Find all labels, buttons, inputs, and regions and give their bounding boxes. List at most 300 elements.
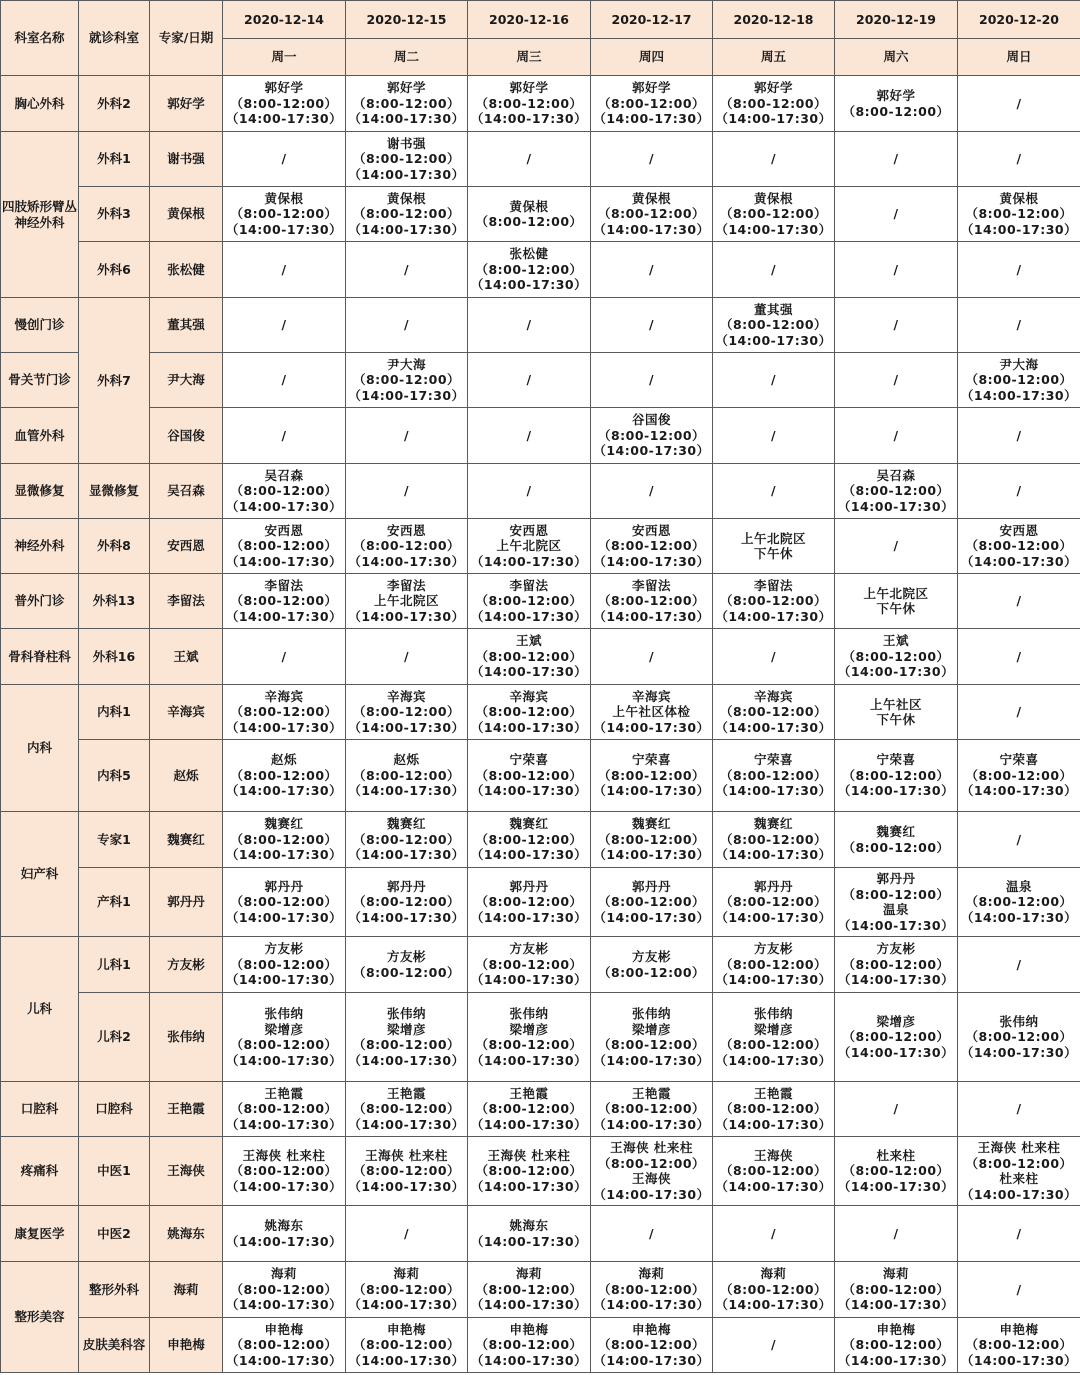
schedule-line: 海莉 — [393, 1266, 420, 1282]
table-row — [1, 187, 1080, 242]
schedule-line: （14:00-17:30） — [593, 608, 710, 624]
header-weekday: 周四 — [591, 39, 713, 76]
schedule-line: 上午北院区 — [863, 585, 929, 601]
schedule-cell — [346, 298, 468, 353]
schedule-cell — [591, 464, 713, 519]
expert-cell: 谷国俊 — [150, 408, 223, 464]
clinic-cell: 外科3 — [79, 187, 150, 242]
schedule-cell — [468, 519, 591, 574]
schedule-cell — [346, 868, 468, 937]
schedule-line: 申艳梅 — [386, 1321, 426, 1337]
schedule-cell — [591, 1262, 713, 1318]
schedule-cell — [713, 1137, 835, 1206]
schedule-line: （8:00-12:00） — [597, 1037, 706, 1052]
schedule-cell — [835, 1206, 958, 1262]
schedule-line: （14:00-17:30） — [715, 847, 832, 863]
schedule-cell — [468, 812, 591, 868]
schedule-line: 郭好学 — [753, 80, 793, 96]
schedule-line: / — [770, 427, 777, 443]
schedule-cell — [591, 629, 713, 685]
schedule-line: （8:00-12:00） — [597, 538, 706, 554]
schedule-line: （8:00-12:00） — [597, 1155, 706, 1171]
schedule-cell — [346, 1318, 468, 1373]
schedule-line: （14:00-17:30） — [593, 553, 710, 569]
schedule-line: 谷国俊 — [631, 412, 671, 428]
schedule-cell — [346, 132, 468, 187]
schedule-line: 王海侠 杜来柱 — [365, 1147, 448, 1163]
schedule-cell — [223, 1137, 346, 1206]
schedule-cell — [346, 740, 468, 812]
schedule-line: 王艳霞 — [264, 1085, 304, 1101]
schedule-cell — [591, 993, 713, 1082]
schedule-line: （8:00-12:00） — [352, 1163, 461, 1179]
schedule-cell — [468, 629, 591, 685]
schedule-cell — [958, 408, 1080, 464]
schedule-cell — [835, 519, 958, 574]
dept-name-cell: 康复医学 — [1, 1206, 79, 1262]
schedule-line: 安西恩 — [264, 522, 304, 538]
schedule-line: （14:00-17:30） — [593, 783, 710, 799]
schedule-line: （14:00-17:30） — [715, 719, 832, 735]
schedule-line: / — [893, 317, 899, 333]
schedule-line: 杜来柱 — [876, 1147, 916, 1163]
clinic-cell: 专家1 — [79, 812, 150, 868]
schedule-line: （14:00-17:30） — [225, 847, 343, 863]
schedule-cell — [591, 298, 713, 353]
schedule-cell — [713, 132, 835, 187]
schedule-line: （14:00-17:30） — [225, 1352, 343, 1368]
schedule-cell — [591, 519, 713, 574]
schedule-line: 方友彬 — [631, 949, 671, 964]
schedule-line: （14:00-17:30） — [348, 553, 465, 569]
schedule-line: （8:00-12:00） — [230, 1101, 338, 1117]
schedule-line: （14:00-17:30） — [593, 443, 710, 459]
schedule-cell — [958, 574, 1080, 629]
schedule-line: （14:00-17:30） — [593, 111, 710, 127]
schedule-cell — [713, 187, 835, 242]
schedule-line: 方友彬 — [264, 941, 304, 957]
schedule-line: （8:00-12:00） — [352, 767, 461, 783]
schedule-line: 宁荣喜 — [753, 752, 793, 768]
schedule-line: （8:00-12:00） — [719, 593, 828, 609]
clinic-cell: 内科1 — [79, 685, 150, 740]
schedule-cell — [713, 298, 835, 353]
schedule-line: （8:00-12:00） — [842, 1163, 950, 1179]
schedule-line: / — [1016, 95, 1022, 111]
schedule-cell — [468, 242, 591, 298]
expert-cell: 董其强 — [150, 298, 223, 353]
schedule-cell — [346, 937, 468, 993]
schedule-cell — [591, 353, 713, 408]
schedule-cell — [468, 132, 591, 187]
schedule-cell — [958, 1137, 1080, 1206]
clinic-cell: 儿科2 — [79, 993, 150, 1082]
schedule-line: / — [526, 317, 532, 333]
schedule-line: （14:00-17:30） — [593, 1186, 710, 1202]
schedule-cell — [346, 812, 468, 868]
schedule-cell — [958, 76, 1080, 132]
header-dept: 科室名称 — [1, 1, 79, 76]
schedule-line: （14:00-17:30） — [348, 166, 465, 182]
schedule-line: 申艳梅 — [631, 1321, 671, 1337]
dept-name-cell: 神经外科 — [1, 519, 79, 574]
schedule-line: 宁荣喜 — [631, 752, 671, 768]
table-row — [1, 629, 1080, 685]
schedule-line: 王艳霞 — [386, 1085, 426, 1101]
schedule-line: / — [403, 483, 410, 499]
clinic-cell: 整形外科 — [79, 1262, 150, 1318]
expert-cell: 安西恩 — [150, 519, 223, 574]
schedule-line: （14:00-17:30） — [225, 1178, 343, 1194]
schedule-line: 姚海东 — [264, 1218, 304, 1233]
schedule-line: （8:00-12:00） — [352, 704, 461, 720]
schedule-line: 尹大海 — [999, 356, 1039, 372]
schedule-line: 王海侠 杜来柱 — [977, 1140, 1061, 1155]
schedule-cell — [223, 298, 346, 353]
schedule-line: （8:00-12:00） — [230, 1163, 338, 1179]
schedule-line: （8:00-12:00） — [475, 95, 583, 111]
header-weekday: 周日 — [958, 39, 1080, 76]
schedule-cell — [713, 1318, 835, 1373]
schedule-line: （8:00-12:00） — [842, 1281, 950, 1297]
header-weekday: 周二 — [346, 39, 468, 76]
schedule-cell — [713, 685, 835, 740]
schedule-line: （14:00-17:30） — [348, 111, 465, 127]
header-date: 2020-12-16 — [468, 1, 591, 39]
schedule-line: （14:00-17:30） — [593, 1352, 710, 1368]
schedule-line: （8:00-12:00） — [842, 483, 950, 499]
schedule-line: / — [648, 151, 655, 167]
schedule-line: （14:00-17:30） — [715, 909, 832, 925]
schedule-line: 黄保根 — [264, 190, 304, 206]
schedule-line: （14:00-17:30） — [225, 608, 343, 624]
table-row — [1, 937, 1080, 993]
schedule-cell — [958, 1082, 1080, 1137]
schedule-cell — [346, 187, 468, 242]
schedule-line: 姚海东 — [509, 1218, 549, 1233]
schedule-line: 方友彬 — [509, 941, 549, 957]
schedule-cell — [346, 574, 468, 629]
schedule-line: （14:00-17:30） — [348, 1116, 465, 1132]
schedule-cell — [835, 740, 958, 812]
schedule-cell — [468, 408, 591, 464]
schedule-cell — [958, 132, 1080, 187]
schedule-cell — [835, 1318, 958, 1373]
expert-cell: 姚海东 — [150, 1206, 223, 1262]
schedule-line: （8:00-12:00） — [475, 593, 583, 609]
schedule-line: 宁荣喜 — [999, 752, 1039, 768]
schedule-line: （8:00-12:00） — [842, 648, 950, 664]
schedule-line: 梁增彦 — [509, 1021, 549, 1037]
schedule-line: 海莉 — [638, 1266, 665, 1282]
schedule-cell — [223, 76, 346, 132]
schedule-line: 谢书强 — [386, 135, 426, 151]
schedule-line: （14:00-17:30） — [470, 1178, 588, 1194]
schedule-cell — [223, 1318, 346, 1373]
schedule-line: （8:00-12:00） — [719, 317, 828, 333]
schedule-line: （8:00-12:00） — [965, 538, 1073, 554]
schedule-cell — [223, 685, 346, 740]
schedule-line: 王艳霞 — [631, 1085, 671, 1101]
schedule-line: （8:00-12:00） — [230, 767, 338, 783]
schedule-line: （8:00-12:00） — [719, 831, 828, 847]
schedule-line: / — [1016, 593, 1022, 609]
schedule-line: 安西恩 — [509, 522, 549, 538]
schedule-line: 郭好学 — [876, 88, 916, 103]
schedule-line: （14:00-17:30） — [960, 387, 1078, 403]
schedule-line: （14:00-17:30） — [225, 498, 343, 514]
schedule-line: （14:00-17:30） — [837, 498, 955, 514]
schedule-cell — [713, 868, 835, 937]
schedule-line: （8:00-12:00） — [719, 95, 828, 111]
expert-cell: 王斌 — [150, 629, 223, 685]
schedule-cell — [713, 76, 835, 132]
schedule-line: / — [1016, 261, 1022, 277]
dept-name-cell: 内科 — [1, 685, 79, 812]
header-weekday: 周五 — [713, 39, 835, 76]
schedule-cell — [346, 629, 468, 685]
schedule-line: （14:00-17:30） — [348, 719, 465, 735]
table-row — [1, 298, 1080, 353]
schedule-cell — [346, 408, 468, 464]
dept-name-cell: 慢创门诊 — [1, 298, 79, 353]
schedule-line: 郭丹丹 — [509, 878, 549, 894]
schedule-line: （14:00-17:30） — [348, 1052, 465, 1068]
schedule-line: （14:00-17:30） — [960, 1044, 1078, 1060]
schedule-line: 魏赛红 — [631, 816, 671, 832]
schedule-cell — [835, 993, 958, 1082]
schedule-line: （8:00-12:00） — [719, 1037, 828, 1052]
schedule-line: 董其强 — [753, 301, 793, 317]
dept-name-cell: 妇产科 — [1, 812, 79, 937]
schedule-line: （8:00-12:00） — [475, 1337, 583, 1353]
schedule-line: （8:00-12:00） — [965, 372, 1073, 388]
clinic-cell: 外科16 — [79, 629, 150, 685]
schedule-line: （8:00-12:00） — [719, 1281, 828, 1297]
schedule-cell — [223, 353, 346, 408]
table-row — [1, 519, 1080, 574]
schedule-cell — [591, 868, 713, 937]
schedule-line: / — [648, 1225, 655, 1241]
schedule-line: （14:00-17:30） — [715, 783, 832, 799]
schedule-line: / — [403, 427, 410, 443]
clinic-cell: 内科5 — [79, 740, 150, 812]
schedule-cell — [346, 519, 468, 574]
schedule-line: （14:00-17:30） — [225, 719, 343, 735]
schedule-line: （14:00-17:30） — [348, 1352, 465, 1368]
schedule-line: （14:00-17:30） — [837, 1044, 955, 1060]
table-row — [1, 353, 1080, 408]
clinic-cell: 中医1 — [79, 1137, 150, 1206]
dept-name-cell: 疼痛科 — [1, 1137, 79, 1206]
schedule-cell — [835, 132, 958, 187]
schedule-cell — [958, 1318, 1080, 1373]
schedule-line: （8:00-12:00） — [597, 1101, 706, 1117]
schedule-line: （8:00-12:00） — [230, 483, 338, 499]
schedule-line: 李留法 — [753, 577, 793, 593]
schedule-line: （8:00-12:00） — [475, 704, 583, 720]
header-date: 2020-12-20 — [958, 1, 1080, 39]
schedule-cell — [591, 187, 713, 242]
schedule-cell — [958, 868, 1080, 937]
schedule-line: （8:00-12:00） — [352, 95, 461, 111]
schedule-line: （8:00-12:00） — [597, 427, 706, 443]
schedule-cell — [468, 993, 591, 1082]
schedule-cell — [223, 408, 346, 464]
schedule-cell — [591, 1206, 713, 1262]
schedule-cell — [223, 574, 346, 629]
schedule-line: 方友彬 — [753, 941, 793, 957]
schedule-cell — [346, 1206, 468, 1262]
schedule-cell — [835, 812, 958, 868]
schedule-line: （14:00-17:30） — [225, 1116, 343, 1132]
schedule-line: 郭丹丹 — [631, 878, 671, 894]
schedule-cell — [713, 993, 835, 1082]
schedule-line: （8:00-12:00） — [230, 206, 338, 222]
schedule-line: （8:00-12:00） — [597, 593, 706, 609]
table-row — [1, 408, 1080, 464]
schedule-cell — [346, 76, 468, 132]
schedule-line: 黄保根 — [631, 190, 671, 206]
schedule-cell — [591, 1318, 713, 1373]
schedule-line: / — [403, 317, 410, 333]
schedule-line: 郭好学 — [509, 80, 549, 96]
schedule-line: （14:00-17:30） — [960, 221, 1078, 237]
schedule-line: / — [1016, 956, 1022, 972]
expert-cell: 张松健 — [150, 242, 223, 298]
schedule-line: / — [1016, 483, 1022, 499]
schedule-cell — [835, 1137, 958, 1206]
schedule-line: （8:00-12:00） — [842, 103, 950, 119]
schedule-line: （8:00-12:00） — [597, 767, 706, 783]
clinic-cell: 外科6 — [79, 242, 150, 298]
schedule-line: / — [403, 648, 410, 664]
schedule-line: / — [281, 151, 287, 167]
expert-cell: 黄保根 — [150, 187, 223, 242]
schedule-line: / — [648, 317, 655, 333]
schedule-line: / — [770, 1337, 777, 1353]
clinic-cell: 产科1 — [79, 868, 150, 937]
schedule-cell — [223, 993, 346, 1082]
schedule-cell — [591, 408, 713, 464]
schedule-cell — [468, 740, 591, 812]
schedule-line: 辛海宾 — [509, 688, 549, 704]
schedule-cell — [468, 1082, 591, 1137]
schedule-line: 辛海宾 — [386, 688, 426, 704]
clinic-cell: 外科7 — [79, 298, 150, 464]
schedule-line: （8:00-12:00） — [842, 839, 950, 855]
schedule-line: 下午休 — [753, 546, 793, 561]
schedule-line: （14:00-17:30） — [837, 1178, 955, 1194]
schedule-line: （14:00-17:30） — [715, 1178, 832, 1194]
schedule-line: （14:00-17:30） — [715, 111, 832, 127]
schedule-line: 申艳梅 — [876, 1321, 916, 1337]
schedule-cell — [958, 242, 1080, 298]
schedule-cell — [468, 464, 591, 519]
table-row — [1, 740, 1080, 812]
dept-name-cell: 显微修复 — [1, 464, 79, 519]
header-weekday: 周三 — [468, 39, 591, 76]
schedule-line: / — [893, 1101, 899, 1117]
schedule-line: （8:00-12:00） — [352, 372, 461, 388]
schedule-cell — [835, 629, 958, 685]
schedule-cell — [591, 76, 713, 132]
schedule-line: 李留法 — [631, 577, 671, 593]
schedule-line: 梁增彦 — [631, 1021, 671, 1037]
schedule-cell — [958, 1206, 1080, 1262]
schedule-cell — [223, 629, 346, 685]
schedule-cell — [713, 629, 835, 685]
schedule-line: （14:00-17:30） — [593, 909, 710, 925]
schedule-line: （14:00-17:30） — [837, 1352, 955, 1368]
schedule-line: （14:00-17:30） — [470, 277, 588, 293]
expert-cell: 郭好学 — [150, 76, 223, 132]
table-row — [1, 242, 1080, 298]
schedule-cell — [468, 1318, 591, 1373]
expert-cell: 李留法 — [150, 574, 223, 629]
schedule-line: 王艳霞 — [753, 1085, 793, 1101]
schedule-line: / — [770, 1225, 777, 1241]
schedule-line: / — [770, 261, 777, 277]
schedule-cell — [346, 1262, 468, 1318]
schedule-cell — [346, 464, 468, 519]
schedule-cell — [223, 812, 346, 868]
dept-name-cell: 口腔科 — [1, 1082, 79, 1137]
schedule-line: （8:00-12:00） — [352, 831, 461, 847]
schedule-line: 方友彬 — [386, 949, 426, 964]
header-date: 2020-12-14 — [223, 1, 346, 39]
schedule-line: （8:00-12:00） — [719, 894, 828, 910]
schedule-line: （14:00-17:30） — [348, 783, 465, 799]
schedule-cell — [591, 242, 713, 298]
schedule-line: 张伟纳 — [753, 1006, 793, 1021]
table-row — [1, 812, 1080, 868]
schedule-line: 王海侠 — [631, 1171, 671, 1186]
schedule-line: 安西恩 — [999, 522, 1039, 538]
schedule-cell — [835, 298, 958, 353]
schedule-cell — [591, 685, 713, 740]
expert-cell: 张伟纳 — [150, 993, 223, 1082]
schedule-line: / — [648, 372, 655, 388]
schedule-line: （14:00-17:30） — [715, 332, 832, 348]
schedule-line: （8:00-12:00） — [230, 538, 338, 554]
schedule-line: 海莉 — [270, 1266, 297, 1282]
schedule-cell — [835, 187, 958, 242]
schedule-line: / — [526, 372, 532, 388]
schedule-cell — [958, 629, 1080, 685]
schedule-line: （8:00-12:00） — [719, 206, 828, 222]
schedule-line: （14:00-17:30） — [470, 909, 588, 925]
schedule-line: 安西恩 — [631, 522, 671, 538]
schedule-line: （14:00-17:30） — [470, 1233, 588, 1249]
table-row — [1, 868, 1080, 937]
clinic-cell: 口腔科 — [79, 1082, 150, 1137]
schedule-cell — [835, 1262, 958, 1318]
header-date: 2020-12-19 — [835, 1, 958, 39]
schedule-line: （8:00-12:00） — [230, 593, 338, 609]
schedule-line: （8:00-12:00） — [597, 95, 706, 111]
schedule-line: （14:00-17:30） — [593, 1116, 710, 1132]
schedule-line: （8:00-12:00） — [352, 894, 461, 910]
table-row — [1, 1318, 1080, 1373]
schedule-line: / — [526, 427, 532, 443]
schedule-line: / — [281, 317, 287, 333]
schedule-line: 郭好学 — [386, 80, 426, 96]
schedule-cell — [713, 574, 835, 629]
schedule-cell — [835, 868, 958, 937]
schedule-line: （14:00-17:30） — [470, 1297, 588, 1313]
schedule-line: （14:00-17:30） — [348, 1297, 465, 1313]
